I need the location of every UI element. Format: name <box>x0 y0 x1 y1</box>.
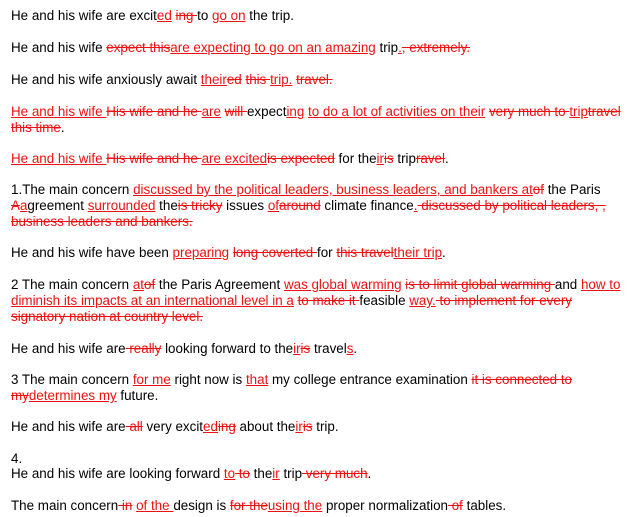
plain-text: the <box>155 198 178 213</box>
deleted-text: very much to <box>488 104 570 119</box>
inserted-text: at <box>132 277 144 292</box>
plain-text: to <box>197 8 213 23</box>
inserted-text: determines my <box>28 388 117 403</box>
plain-text: . <box>444 151 449 166</box>
paragraph-2 <box>11 40 623 56</box>
deleted-text: for the <box>229 498 268 513</box>
plain-text: the Paris <box>543 182 601 197</box>
inserted-text: trip <box>569 104 588 119</box>
inserted-text: s <box>346 341 354 356</box>
inserted-text: that <box>245 372 269 387</box>
plain-text: trip <box>279 466 303 481</box>
deleted-text: of <box>144 277 156 292</box>
plain-text: very excit <box>142 419 204 434</box>
deleted-text: in <box>118 498 133 513</box>
plain-text: The main concern <box>11 498 119 513</box>
deleted-text: His wife and he <box>106 151 202 166</box>
plain-text: tables. <box>462 498 507 513</box>
paragraph-3 <box>11 72 623 88</box>
inserted-text: He and his wife <box>11 104 107 119</box>
deleted-text: it is connected to my <box>11 372 572 403</box>
plain-text: travel <box>310 341 347 356</box>
inserted-text: preparing <box>172 245 230 260</box>
inserted-text: to <box>223 466 236 481</box>
deleted-text: ravel <box>415 151 445 166</box>
deleted-text: to implement for every signatory nation at country level. <box>11 293 572 324</box>
deleted-text: this <box>245 72 271 87</box>
inserted-text: discussed by the political leaders, business leaders, and bankers at <box>133 182 533 197</box>
plain-text: looking forward to the <box>161 341 294 356</box>
inserted-text: are excited <box>201 151 268 166</box>
plain-text: He and his wife have been <box>11 245 173 260</box>
deleted-text: around <box>279 198 321 213</box>
plain-text: my college entrance examination <box>268 372 472 387</box>
paragraph-10 <box>11 372 623 404</box>
deleted-text: A <box>11 198 20 213</box>
paragraph-8 <box>11 277 623 325</box>
inserted-text: of the <box>136 498 174 513</box>
inserted-text: . <box>398 40 402 55</box>
deleted-text: expect this <box>106 40 171 55</box>
deleted-text: is <box>300 341 311 356</box>
inserted-text: are <box>201 104 221 119</box>
plain-text: trip <box>393 151 416 166</box>
deleted-text: travel. <box>296 72 333 87</box>
plain-text: right now is <box>170 372 246 387</box>
plain-text: and <box>554 277 581 292</box>
paragraph-1 <box>11 8 623 24</box>
plain-text: He and his wife <box>11 40 107 55</box>
plain-text: He and his wife are <box>11 341 126 356</box>
plain-text: 4. <box>11 451 23 466</box>
plain-text: proper normalization <box>322 498 449 513</box>
deleted-text: is <box>383 151 394 166</box>
plain-text: He and his wife are looking forward <box>11 466 224 481</box>
inserted-text: trip. <box>270 72 293 87</box>
plain-text: feasible <box>359 293 410 308</box>
inserted-text: ed <box>156 8 172 23</box>
inserted-text: ir <box>272 466 280 481</box>
inserted-text: go on <box>212 8 246 23</box>
plain-text: He and his wife anxiously await <box>11 72 201 87</box>
inserted-text: way. <box>409 293 436 308</box>
plain-text: . <box>367 466 372 481</box>
paragraph-4 <box>11 104 623 136</box>
inserted-text: their trip <box>393 245 443 260</box>
plain-text: He and his wife are <box>11 419 126 434</box>
inserted-text: . <box>413 198 418 213</box>
inserted-text: of <box>267 198 279 213</box>
deleted-text: will <box>224 104 247 119</box>
plain-text: expect <box>246 104 287 119</box>
inserted-text: ir <box>293 341 301 356</box>
plain-text: future. <box>116 388 159 403</box>
paragraph-6 <box>11 182 623 230</box>
inserted-text: ir <box>376 151 384 166</box>
deleted-text: is tricky <box>177 198 223 213</box>
plain-text: the <box>249 466 273 481</box>
inserted-text: how to diminish its impacts at an international level in a <box>11 277 621 308</box>
inserted-text: ir <box>295 419 303 434</box>
deleted-text: very much <box>302 466 368 481</box>
inserted-text: surrounded <box>87 198 156 213</box>
plain-text: 1.The main concern <box>11 182 134 197</box>
plain-text: . <box>442 245 446 260</box>
inserted-text: He and his wife <box>11 151 107 166</box>
paragraph-7 <box>11 245 623 261</box>
plain-text: the Paris Agreement <box>155 277 284 292</box>
deleted-text: to make it <box>297 293 360 308</box>
plain-text: 2 The main concern <box>11 277 133 292</box>
plain-text: 3 The main concern <box>11 372 133 387</box>
deleted-text: ing <box>175 8 198 23</box>
plain-text: the trip. <box>245 8 294 23</box>
deleted-text: all <box>125 419 143 434</box>
plain-text: climate finance <box>320 198 414 213</box>
plain-text: issues <box>222 198 268 213</box>
plain-text: for <box>316 245 337 260</box>
plain-text: about the <box>235 419 296 434</box>
inserted-text: for me <box>132 372 171 387</box>
plain-text: for the <box>334 151 377 166</box>
plain-text: . <box>353 341 358 356</box>
plain-text: He and his wife are excit <box>11 8 157 23</box>
plain-text: . <box>60 120 65 135</box>
inserted-text: to do a lot of activities on their <box>308 104 486 119</box>
paragraph-9 <box>11 341 623 357</box>
plain-text: greement <box>27 198 88 213</box>
inserted-text: ed <box>203 419 218 434</box>
inserted-text: their <box>200 72 227 87</box>
inserted-text: using the <box>267 498 323 513</box>
plain-text: trip <box>375 40 399 55</box>
deleted-text: is to limit global warming <box>405 277 555 292</box>
deleted-text: this travel <box>336 245 394 260</box>
deleted-text: to <box>235 466 250 481</box>
deleted-text: discussed by political leaders, , business leaders and bankers. <box>11 198 606 229</box>
deleted-text: , extremely. <box>401 40 471 55</box>
deleted-text: His wife and he <box>106 104 202 119</box>
inserted-text: a <box>19 198 28 213</box>
plain-text: design is <box>173 498 230 513</box>
deleted-text: really <box>125 341 162 356</box>
plain-text: trip. <box>312 419 339 434</box>
deleted-text: long coverted <box>232 245 317 260</box>
deleted-text: of <box>532 182 544 197</box>
inserted-text: ing <box>286 104 305 119</box>
inserted-text: are expecting to go on an amazing <box>170 40 376 55</box>
paragraph-11 <box>11 419 623 435</box>
paragraph-14 <box>11 498 623 514</box>
paragraph-12 <box>11 451 623 467</box>
paragraph-13 <box>11 466 623 482</box>
deleted-text: travel this time <box>11 104 621 135</box>
deleted-text: of <box>448 498 463 513</box>
deleted-text: is <box>302 419 313 434</box>
deleted-text: ing <box>217 419 236 434</box>
inserted-text: was global warming <box>283 277 402 292</box>
deleted-text: ed <box>226 72 242 87</box>
paragraph-5 <box>11 151 623 167</box>
deleted-text: is expected <box>267 151 335 166</box>
